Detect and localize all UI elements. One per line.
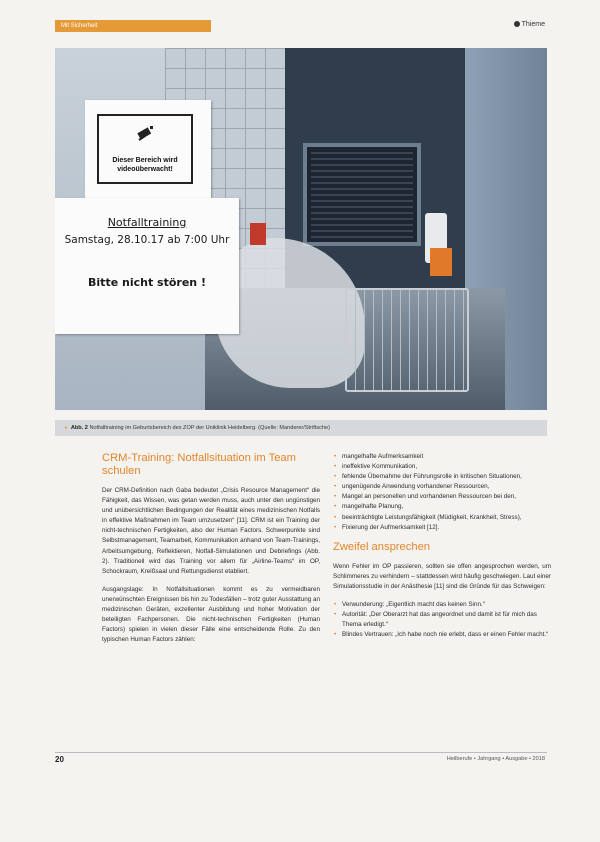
list-item: • Verwunderung: „Eigentlich macht das keinen Sinn.“ [333,600,551,610]
emergency-training-photo [55,48,547,410]
list-item: • Mangel an personellen und vorhandenen Ressourcen bei den, [333,492,551,502]
video-surveillance-sign [85,100,211,210]
footer-divider [55,752,547,753]
right-column [333,452,551,648]
body-paragraph: Ausgangslage: In Notfallsituationen kommt es zu vermeidbaren unerwünschten Ereignissen bis hin zu Todesfällen – trotz guter Ausstattung an medizinischen Geräten, exzellenter Ausbildung und hoher Motivation der beteiligten Fachpersonen. Die nicht-technischen Fertigkeiten (Human Factors) spielen in vielen dieser Fälle eine entscheidende Rolle. Zu den typischen Human Factors zählen: [102,585,320,644]
do-not-disturb-text: Bitte nicht stören ! [88,276,206,289]
page-number: 20 [55,755,64,764]
camera-sign-line1: Dieser Bereich wird [112,157,178,164]
journal-reference: Heilberufe • Jahrgang • Ausgabe • 2018 [446,756,545,762]
camera-sign-text [101,156,189,174]
photo-red-container [250,223,266,245]
training-notice-sign [55,198,239,334]
list-item: • mangelhafte Planung, [333,502,551,512]
publisher-name: Thieme [521,21,545,28]
list-item: • Autorität: „Der Oberarzt hat das angeordnet und damit ist für mich das Thema erledigt.“ [333,610,551,630]
human-factors-list [333,452,551,533]
camera-sign-line2: videoüberwacht! [117,166,173,173]
section-heading: CRM-Training: Notfallsituation im Team schulen [102,452,296,477]
list-item: • Fixierung der Aufmerksamkeit [12]. [333,523,551,533]
section-heading: Zweifel ansprechen [333,540,431,553]
caption-label: Abb. 2 [70,425,88,431]
caption-arrow-icon: ▸ [65,425,68,431]
publisher-logo-icon [514,21,520,27]
publisher-label [514,21,545,28]
list-item: • beeinträchtigte Leistungsfähigkeit (Müdigkeit, Krankheit, Stress), [333,513,551,523]
list-item: • fehlende Übernahme der Führungsrolle in kritischen Situationen, [333,472,551,482]
photo-window [303,143,421,246]
training-title: Notfalltraining [107,216,187,229]
figure-caption [55,420,547,436]
camera-icon [135,122,157,144]
list-item: • mangelhafte Aufmerksamkeit [333,452,551,462]
caption-text: Notfalltraining im Geburtsbereich des ZOP der Uniklinik Heidelberg. (Quelle: Manderer/Striftsche) [89,425,330,431]
left-column [102,452,320,653]
list-item: • ineffektive Kommunikation, [333,462,551,472]
training-date: Samstag, 28.10.17 ab 7:00 Uhr [64,234,230,246]
body-paragraph: Der CRM-Definition nach Gaba bedeutet „Crisis Resource Management“ die Fähigkeit, das Wissen, was getan werden muss, auch unter den ungünstigen und unübersichtlichen Bedingungen der Realität eines medizinischen Notfalls in effektive Maßnahmen im Team umzusetzen“ [11]. CRM ist ein Training der nicht-technischen Fertigkeiten, also der Human Factors. Schwerpunkte sind Selbstmanagement, Teamarbeit, Kommunikation anhand von Team-Trainings, Arbeitsumgebung, Reflektieren, Notfall-Simulationen und Debriefings (Abb. 2). Traditionell wird das Training vor allem für „Airline-Teams“ im OP, Schockraum, Kreißsaal und Rettungsdienst etabliert. [102,487,320,575]
photo-orange-container [430,248,452,276]
body-paragraph: Wenn Fehler im OP passieren, sollten sie offen angesprochen werden, um Schlimmeres zu verhindern – stattdessen wird häufig geschwiegen. Laut einer Simulationsstudie in der Anästhesie [11] sind die Gründe für das Schweigen: [333,562,551,590]
section-label: Mit Sicherheit [55,20,211,32]
camera-sign-frame [97,114,193,184]
list-item: • ungenügende Anwendung vorhandener Ressourcen, [333,482,551,492]
silence-reasons-list [333,600,551,640]
photo-cart [345,288,469,392]
list-item: • Blindes Vertrauen: „Ich habe noch nie erlebt, dass er einen Fehler macht.“ [333,630,551,640]
